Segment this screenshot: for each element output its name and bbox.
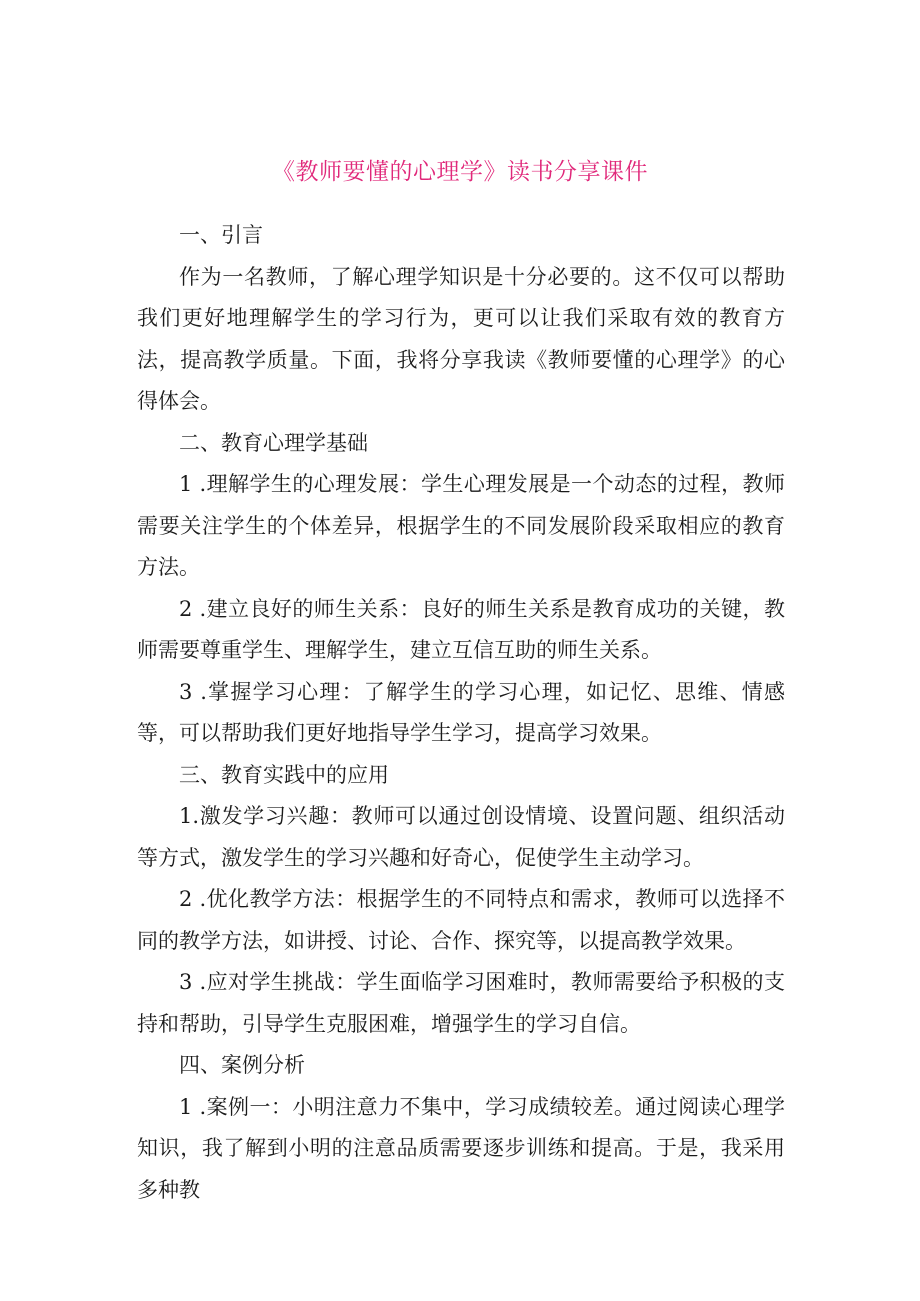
section-heading-practice: 三、教育实践中的应用 — [179, 762, 389, 787]
paragraph-foundation-1: 1 .理解学生的心理发展：学生心理发展是一个动态的过程，教师需要关注学生的个体差异，根据学生的不同发展阶段采取相应的教育方法。 — [137, 472, 785, 579]
paragraph-foundation-2: 2 .建立良好的师生关系：良好的师生关系是教育成功的关键，教师需要尊重学生、理解学生，建立互信互助的师生关系。 — [137, 596, 785, 662]
section-heading-intro: 一、引言 — [179, 223, 263, 247]
paragraph-intro: 作为一名教师，了解心理学知识是十分必要的。这不仅可以帮助我们更好地理解学生的学习行为，更可以让我们采取有效的教育方法，提高教学质量。下面，我将分享我读《教师要懂的心理学》的心得体会。 — [137, 264, 785, 413]
paragraph-practice-1: 1.激发学习兴趣：教师可以通过创设情境、设置问题、组织活动等方式，激发学生的学习兴趣和好奇心，促使学生主动学习。 — [137, 804, 785, 870]
paragraph-practice-3: 3 .应对学生挑战：学生面临学习困难时，教师需要给予积极的支持和帮助，引导学生克服困难，增强学生的学习自信。 — [137, 970, 785, 1036]
document-body — [137, 215, 785, 1211]
document-title: 《教师要懂的心理学》读书分享课件 — [272, 159, 648, 185]
section-heading-cases: 四、案例分析 — [179, 1053, 305, 1077]
paragraph-practice-2: 2 .优化教学方法：根据学生的不同特点和需求，教师可以选择不同的教学方法，如讲授、讨论、合作、探究等，以提高教学效果。 — [137, 887, 785, 953]
paragraph-foundation-3: 3 .掌握学习心理：了解学生的学习心理，如记忆、思维、情感等，可以帮助我们更好地指导学生学习，提高学习效果。 — [137, 679, 785, 745]
section-heading-foundation: 二、教育心理学基础 — [179, 430, 368, 455]
paragraph-case-1: 1 .案例一：小明注意力不集中，学习成绩较差。通过阅读心理学知识，我了解到小明的注意品质需要逐步训练和提高。于是，我采用多种教 — [137, 1094, 785, 1202]
